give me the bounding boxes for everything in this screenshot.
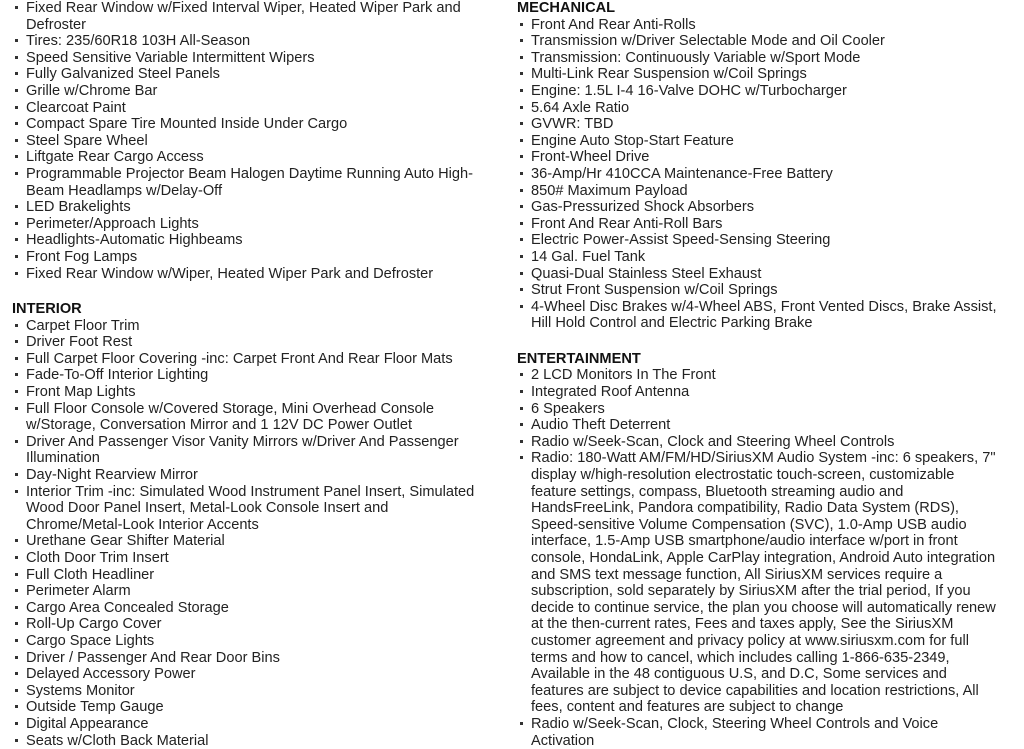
feature-item: Perimeter/Approach Lights (12, 216, 486, 233)
feature-item: Fixed Rear Window w/Fixed Interval Wiper, Heated Wiper Park and Defroster (12, 0, 486, 33)
feature-item: Front And Rear Anti-Roll Bars (517, 216, 1003, 233)
feature-item: Carpet Floor Trim (12, 318, 486, 335)
feature-item: Multi-Link Rear Suspension w/Coil Springs (517, 66, 1003, 83)
feature-item: Cargo Space Lights (12, 633, 486, 650)
feature-item: Liftgate Rear Cargo Access (12, 149, 486, 166)
feature-item: Fixed Rear Window w/Wiper, Heated Wiper Park and Defroster (12, 266, 486, 283)
feature-item: 4-Wheel Disc Brakes w/4-Wheel ABS, Front Vented Discs, Brake Assist, Hill Hold Control and Electric Parking Brake (517, 299, 1003, 332)
feature-item: Interior Trim -inc: Simulated Wood Instrument Panel Insert, Simulated Wood Door Panel Insert, Metal-Look Console Insert and Chrome/Metal-Look Interior Accents (12, 484, 486, 534)
feature-item: Day-Night Rearview Mirror (12, 467, 486, 484)
feature-list (12, 0, 486, 282)
feature-item: LED Brakelights (12, 199, 486, 216)
feature-list (517, 17, 1003, 332)
feature-item: Grille w/Chrome Bar (12, 83, 486, 100)
feature-item: 850# Maximum Payload (517, 183, 1003, 200)
feature-item: Electric Power-Assist Speed-Sensing Steering (517, 232, 1003, 249)
feature-item: Full Cloth Headliner (12, 567, 486, 584)
feature-item: Full Floor Console w/Covered Storage, Mini Overhead Console w/Storage, Conversation Mirror and 1 12V DC Power Outlet (12, 401, 486, 434)
feature-item: Transmission w/Driver Selectable Mode and Oil Cooler (517, 33, 1003, 50)
section-heading: MECHANICAL (517, 0, 616, 16)
feature-item: Engine Auto Stop-Start Feature (517, 133, 1003, 150)
feature-item: Front Fog Lamps (12, 249, 486, 266)
feature-item: Clearcoat Paint (12, 100, 486, 117)
feature-item: Tires: 235/60R18 103H All-Season (12, 33, 486, 50)
feature-item: 14 Gal. Fuel Tank (517, 249, 1003, 266)
feature-item: Gas-Pressurized Shock Absorbers (517, 199, 1003, 216)
section-heading: ENTERTAINMENT (517, 350, 641, 367)
feature-item: Speed Sensitive Variable Intermittent Wipers (12, 50, 486, 67)
feature-item: Driver / Passenger And Rear Door Bins (12, 650, 486, 667)
feature-item: Front-Wheel Drive (517, 149, 1003, 166)
feature-item: Strut Front Suspension w/Coil Springs (517, 282, 1003, 299)
feature-item: Cloth Door Trim Insert (12, 550, 486, 567)
feature-section-interior (12, 282, 502, 749)
feature-item: Roll-Up Cargo Cover (12, 616, 486, 633)
feature-item: Radio w/Seek-Scan, Clock and Steering Wheel Controls (517, 434, 1003, 451)
feature-item: Programmable Projector Beam Halogen Daytime Running Auto High-Beam Headlamps w/Delay-Off (12, 166, 486, 199)
feature-item: Front And Rear Anti-Rolls (517, 17, 1003, 34)
feature-item: 36-Amp/Hr 410CCA Maintenance-Free Battery (517, 166, 1003, 183)
feature-item: Steel Spare Wheel (12, 133, 486, 150)
feature-item: GVWR: TBD (517, 116, 1003, 133)
feature-item: Outside Temp Gauge (12, 699, 486, 716)
feature-item: Urethane Gear Shifter Material (12, 533, 486, 550)
feature-item: 5.64 Axle Ratio (517, 100, 1003, 117)
feature-item: Full Carpet Floor Covering -inc: Carpet Front And Rear Floor Mats (12, 351, 486, 368)
feature-item: Headlights-Automatic Highbeams (12, 232, 486, 249)
right-column (517, 0, 1017, 749)
feature-item: Systems Monitor (12, 683, 486, 700)
feature-item: Integrated Roof Antenna (517, 384, 1003, 401)
feature-item: Perimeter Alarm (12, 583, 486, 600)
feature-item: Radio w/Seek-Scan, Clock, Steering Wheel Controls and Voice Activation (517, 716, 1003, 749)
feature-item: Quasi-Dual Stainless Steel Exhaust (517, 266, 1003, 283)
feature-item: Delayed Accessory Power (12, 666, 486, 683)
feature-item: Fully Galvanized Steel Panels (12, 66, 486, 83)
feature-item: Driver And Passenger Visor Vanity Mirrors w/Driver And Passenger Illumination (12, 434, 486, 467)
feature-section-entertainment (517, 332, 1017, 749)
feature-list (12, 318, 486, 749)
left-column (12, 0, 502, 749)
feature-item: Fade-To-Off Interior Lighting (12, 367, 486, 384)
feature-item: Audio Theft Deterrent (517, 417, 1003, 434)
section-heading: INTERIOR (12, 301, 82, 318)
feature-item: 6 Speakers (517, 401, 1003, 418)
feature-item: Transmission: Continuously Variable w/Sport Mode (517, 50, 1003, 67)
feature-section (12, 0, 502, 282)
feature-item: Front Map Lights (12, 384, 486, 401)
feature-list (517, 367, 1003, 749)
feature-section-mechanical (517, 0, 1017, 332)
feature-item: 2 LCD Monitors In The Front (517, 367, 1003, 384)
feature-item: Engine: 1.5L I-4 16-Valve DOHC w/Turbocharger (517, 83, 1003, 100)
feature-item: Digital Appearance (12, 716, 486, 733)
feature-item: Seats w/Cloth Back Material (12, 733, 486, 749)
feature-item: Cargo Area Concealed Storage (12, 600, 486, 617)
feature-item: Radio: 180-Watt AM/FM/HD/SiriusXM Audio System -inc: 6 speakers, 7" display w/high-resolution electrostatic touch-screen, customizable feature settings, compass, Bluetooth streaming audio and HandsFreeLink, Pandora compatibility, Radio Data System (RDS), Speed-sensitive Volume Compensation (SVC), 1.0-Amp USB audio interface, 1.5-Amp USB smartphone/audio interface w/port in front console, HondaLink, Apple CarPlay integration, Android Auto integration and SMS text message function, All SiriusXM services require a subscription, sold separately by SiriusXM after the trial period, If you decide to continue service, the plan you choose will automatically renew at the then-current rates, Fees and taxes apply, See the SiriusXM customer agreement and privacy policy at www.siriusxm.com for full terms and how to cancel, which includes calling 1-866-635-2349, Available in the 48 contiguous U.S, and D.C, Some services and features are subject to device capabilities and location restrictions, All fees, content and features are subject to change (517, 450, 1003, 716)
feature-item: Compact Spare Tire Mounted Inside Under Cargo (12, 116, 486, 133)
feature-item: Driver Foot Rest (12, 334, 486, 351)
